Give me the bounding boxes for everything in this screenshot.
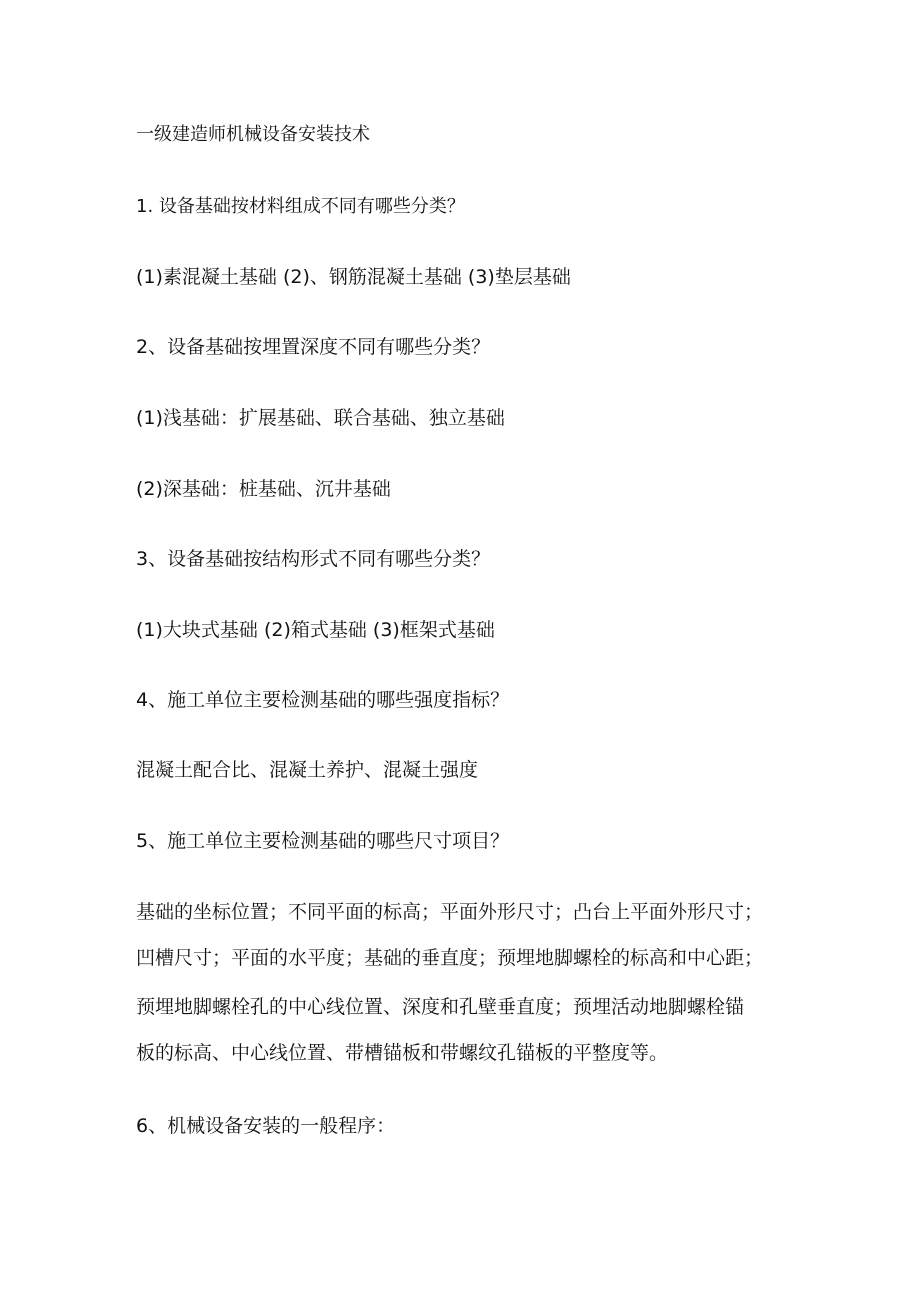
- answer-3: (1)大块式基础 (2)箱式基础 (3)框架式基础: [136, 619, 495, 641]
- answer-2-deep: (2)深基础：桩基础、沉井基础: [136, 478, 391, 500]
- question-4: 4、施工单位主要检测基础的哪些强度指标？: [136, 689, 510, 711]
- answer-5-line-2: 凹槽尺寸；平面的水平度；基础的垂直度；预埋地脚螺栓的标高和中心距；: [136, 947, 764, 969]
- answer-4: 混凝土配合比、混凝土养护、混凝土强度: [136, 759, 479, 781]
- answer-5-line-4: 板的标高、中心线位置、带槽锚板和带螺纹孔锚板的平整度等。: [136, 1042, 669, 1064]
- question-3: 3、设备基础按结构形式不同有哪些分类？: [136, 548, 491, 570]
- question-6: 6、机械设备安装的一般程序：: [136, 1115, 396, 1137]
- question-1: 1. 设备基础按材料组成不同有哪些分类？: [136, 196, 465, 217]
- answer-5-line-3: 预埋地脚螺栓孔的中心线位置、深度和孔壁垂直度；预埋活动地脚螺栓锚: [136, 996, 745, 1018]
- document-title: 一级建造师机械设备安装技术: [136, 124, 370, 145]
- answer-2-shallow: (1)浅基础：扩展基础、联合基础、独立基础: [136, 407, 505, 429]
- question-5: 5、施工单位主要检测基础的哪些尺寸项目？: [136, 830, 510, 852]
- answer-5-line-1: 基础的坐标位置；不同平面的标高；平面外形尺寸；凸台上平面外形尺寸；: [136, 901, 764, 923]
- question-2: 2、设备基础按埋置深度不同有哪些分类？: [136, 336, 491, 358]
- answer-1: (1)素混凝土基础 (2)、钢筋混凝土基础 (3)垫层基础: [136, 266, 571, 288]
